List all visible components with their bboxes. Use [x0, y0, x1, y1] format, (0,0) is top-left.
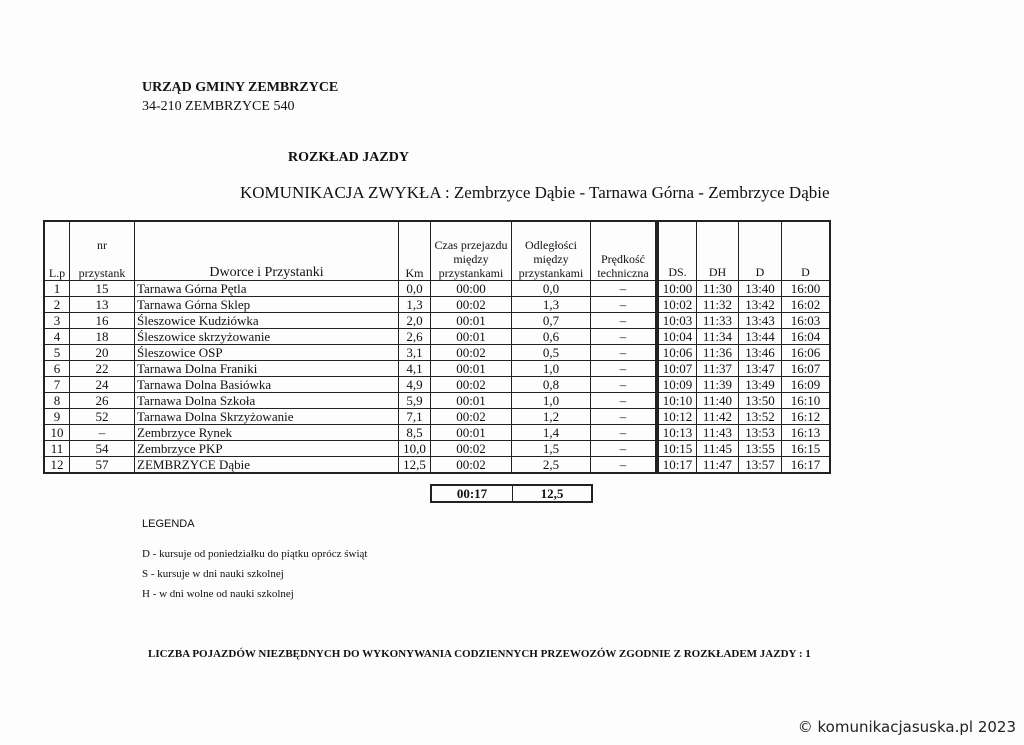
cell-stop-number: 24	[70, 377, 135, 393]
table-row	[44, 377, 656, 393]
cell-stop-name: Tarnawa Dolna Skrzyżowanie	[135, 409, 399, 425]
departure-time: 16:00	[782, 281, 831, 297]
cell-stop-number: 16	[70, 313, 135, 329]
departure-time: 13:43	[739, 313, 782, 329]
departure-time: 13:53	[739, 425, 782, 441]
cell-lp: 7	[44, 377, 70, 393]
departure-time: 10:12	[658, 409, 697, 425]
cell-stop-number: 15	[70, 281, 135, 297]
cell-distance: 1,5	[512, 441, 591, 457]
cell-stop-number: 20	[70, 345, 135, 361]
departure-time: 16:02	[782, 297, 831, 313]
cell-stop-name: Śleszowice Kudziówka	[135, 313, 399, 329]
cell-stop-name: Tarnawa Górna Sklep	[135, 297, 399, 313]
stops-table	[43, 220, 657, 474]
table-row	[44, 345, 656, 361]
copyright-watermark: © komunikacjasuska.pl 2023	[797, 718, 1016, 736]
departure-time: 13:52	[739, 409, 782, 425]
times-row	[658, 425, 830, 441]
totals-row	[430, 484, 593, 503]
departure-time: 10:03	[658, 313, 697, 329]
departure-time: 16:17	[782, 457, 831, 474]
table-row	[44, 281, 656, 297]
office-name: URZĄD GMINY ZEMBRZYCE	[142, 80, 339, 95]
departure-time: 13:46	[739, 345, 782, 361]
cell-stop-number: 57	[70, 457, 135, 474]
times-row	[658, 297, 830, 313]
cell-lp: 3	[44, 313, 70, 329]
cell-speed: –	[591, 377, 657, 393]
departure-time: 13:49	[739, 377, 782, 393]
cell-distance: 1,2	[512, 409, 591, 425]
times-row	[658, 457, 830, 474]
cell-stop-number: 22	[70, 361, 135, 377]
cell-lp: 9	[44, 409, 70, 425]
times-row	[658, 313, 830, 329]
departure-time: 13:57	[739, 457, 782, 474]
office-address: 34-210 ZEMBRZYCE 540	[142, 99, 295, 114]
col-predkosc: Prędkość techniczna	[591, 221, 657, 281]
cell-speed: –	[591, 297, 657, 313]
cell-stop-name: Tarnawa Dolna Franiki	[135, 361, 399, 377]
cell-lp: 11	[44, 441, 70, 457]
cell-distance: 1,0	[512, 393, 591, 409]
cell-distance: 0,8	[512, 377, 591, 393]
departure-time: 10:10	[658, 393, 697, 409]
departure-time: 11:39	[697, 377, 739, 393]
cell-travel-time: 00:02	[431, 409, 512, 425]
cell-stop-number: 13	[70, 297, 135, 313]
departure-time: 10:09	[658, 377, 697, 393]
table-row	[44, 361, 656, 377]
departure-time: 13:47	[739, 361, 782, 377]
legend-item-d: D - kursuje od poniedziałku do piątku oprócz świąt	[142, 548, 368, 560]
departure-time: 16:10	[782, 393, 831, 409]
departure-time: 11:37	[697, 361, 739, 377]
cell-stop-name: Zembrzyce PKP	[135, 441, 399, 457]
cell-stop-name: ZEMBRZYCE Dąbie	[135, 457, 399, 474]
cell-speed: –	[591, 313, 657, 329]
total-distance: 12,5	[513, 485, 593, 502]
cell-speed: –	[591, 329, 657, 345]
vehicle-count-note: LICZBA POJAZDÓW NIEZBĘDNYCH DO WYKONYWANIA CODZIENNYCH PRZEWOZÓW ZGODNIE Z ROZKŁADEM JAZDY : 1	[148, 648, 811, 660]
cell-km: 8,5	[399, 425, 431, 441]
cell-travel-time: 00:02	[431, 345, 512, 361]
table-row	[44, 393, 656, 409]
departure-time: 10:17	[658, 457, 697, 474]
cell-speed: –	[591, 441, 657, 457]
times-row	[658, 361, 830, 377]
cell-stop-name: Śleszowice OSP	[135, 345, 399, 361]
cell-km: 2,6	[399, 329, 431, 345]
cell-speed: –	[591, 425, 657, 441]
cell-speed: –	[591, 409, 657, 425]
departure-time: 16:03	[782, 313, 831, 329]
table-row	[44, 313, 656, 329]
col-name: Dworce i Przystanki	[135, 221, 399, 281]
cell-lp: 12	[44, 457, 70, 474]
departure-time: 10:04	[658, 329, 697, 345]
cell-travel-time: 00:01	[431, 361, 512, 377]
times-row	[658, 345, 830, 361]
departure-time: 16:15	[782, 441, 831, 457]
departure-time: 10:13	[658, 425, 697, 441]
cell-travel-time: 00:01	[431, 425, 512, 441]
cell-stop-number: –	[70, 425, 135, 441]
legend-item-h: H - w dni wolne od nauki szkolnej	[142, 588, 294, 600]
cell-distance: 1,0	[512, 361, 591, 377]
col-odl: Odległości między przystankami	[512, 221, 591, 281]
times-row	[658, 329, 830, 345]
col-czas: Czas przejazdu między przystankami	[431, 221, 512, 281]
col-d2: D	[782, 221, 831, 281]
departure-time: 10:07	[658, 361, 697, 377]
cell-distance: 0,5	[512, 345, 591, 361]
departure-time: 11:47	[697, 457, 739, 474]
cell-distance: 2,5	[512, 457, 591, 474]
departure-time: 16:06	[782, 345, 831, 361]
legend-title: LEGENDA	[142, 518, 195, 530]
col-dh: DH	[697, 221, 739, 281]
cell-stop-name: Tarnawa Dolna Szkoła	[135, 393, 399, 409]
times-row	[658, 441, 830, 457]
cell-km: 1,3	[399, 297, 431, 313]
cell-speed: –	[591, 281, 657, 297]
cell-lp: 10	[44, 425, 70, 441]
departure-time: 11:43	[697, 425, 739, 441]
table-row	[44, 409, 656, 425]
cell-travel-time: 00:01	[431, 313, 512, 329]
departure-time: 11:33	[697, 313, 739, 329]
table-row	[44, 329, 656, 345]
cell-stop-number: 54	[70, 441, 135, 457]
col-lp: L.p	[44, 221, 70, 281]
cell-lp: 2	[44, 297, 70, 313]
cell-speed: –	[591, 361, 657, 377]
departure-time: 13:42	[739, 297, 782, 313]
cell-km: 0,0	[399, 281, 431, 297]
times-row	[658, 377, 830, 393]
cell-distance: 0,6	[512, 329, 591, 345]
times-row	[658, 281, 830, 297]
cell-travel-time: 00:02	[431, 441, 512, 457]
departure-time: 11:40	[697, 393, 739, 409]
departure-time: 10:06	[658, 345, 697, 361]
cell-stop-number: 52	[70, 409, 135, 425]
cell-travel-time: 00:00	[431, 281, 512, 297]
departure-times-table	[657, 220, 831, 474]
cell-km: 7,1	[399, 409, 431, 425]
cell-lp: 6	[44, 361, 70, 377]
legend-item-s: S - kursuje w dni nauki szkolnej	[142, 568, 284, 580]
cell-distance: 0,7	[512, 313, 591, 329]
departure-time: 16:09	[782, 377, 831, 393]
document-title: ROZKŁAD JAZDY	[288, 150, 409, 165]
departure-time: 13:44	[739, 329, 782, 345]
cell-distance: 1,4	[512, 425, 591, 441]
col-nr: nr przystank	[70, 221, 135, 281]
table-row	[44, 441, 656, 457]
cell-stop-name: Tarnawa Górna Pętla	[135, 281, 399, 297]
departure-time: 16:07	[782, 361, 831, 377]
col-km: Km	[399, 221, 431, 281]
departure-time: 13:50	[739, 393, 782, 409]
departure-time: 10:02	[658, 297, 697, 313]
departure-time: 16:04	[782, 329, 831, 345]
departure-time: 11:32	[697, 297, 739, 313]
departure-time: 11:34	[697, 329, 739, 345]
route-subtitle: KOMUNIKACJA ZWYKŁA : Zembrzyce Dąbie - Tarnawa Górna - Zembrzyce Dąbie	[240, 183, 830, 202]
col-ds: DS.	[658, 221, 697, 281]
departure-time: 10:15	[658, 441, 697, 457]
cell-km: 5,9	[399, 393, 431, 409]
cell-travel-time: 00:01	[431, 393, 512, 409]
col-d1: D	[739, 221, 782, 281]
times-row	[658, 393, 830, 409]
cell-km: 4,1	[399, 361, 431, 377]
table-row	[44, 297, 656, 313]
departure-time: 11:45	[697, 441, 739, 457]
cell-km: 12,5	[399, 457, 431, 474]
cell-speed: –	[591, 457, 657, 474]
cell-speed: –	[591, 345, 657, 361]
cell-stop-name: Zembrzyce Rynek	[135, 425, 399, 441]
cell-lp: 4	[44, 329, 70, 345]
total-time: 00:17	[431, 485, 513, 502]
cell-km: 4,9	[399, 377, 431, 393]
cell-speed: –	[591, 393, 657, 409]
table-row	[44, 425, 656, 441]
departure-time: 10:00	[658, 281, 697, 297]
cell-distance: 0,0	[512, 281, 591, 297]
departure-time: 11:36	[697, 345, 739, 361]
cell-km: 3,1	[399, 345, 431, 361]
cell-stop-number: 18	[70, 329, 135, 345]
departure-time: 11:42	[697, 409, 739, 425]
cell-stop-name: Tarnawa Dolna Basiówka	[135, 377, 399, 393]
cell-stop-name: Śleszowice skrzyżowanie	[135, 329, 399, 345]
cell-travel-time: 00:02	[431, 297, 512, 313]
departure-time: 13:40	[739, 281, 782, 297]
cell-km: 10,0	[399, 441, 431, 457]
cell-lp: 5	[44, 345, 70, 361]
departure-time: 13:55	[739, 441, 782, 457]
cell-lp: 1	[44, 281, 70, 297]
departure-time: 16:12	[782, 409, 831, 425]
departure-time: 16:13	[782, 425, 831, 441]
cell-travel-time: 00:02	[431, 377, 512, 393]
table-row	[44, 457, 656, 474]
cell-lp: 8	[44, 393, 70, 409]
cell-travel-time: 00:02	[431, 457, 512, 474]
cell-travel-time: 00:01	[431, 329, 512, 345]
cell-km: 2,0	[399, 313, 431, 329]
cell-stop-number: 26	[70, 393, 135, 409]
cell-distance: 1,3	[512, 297, 591, 313]
times-row	[658, 409, 830, 425]
departure-time: 11:30	[697, 281, 739, 297]
